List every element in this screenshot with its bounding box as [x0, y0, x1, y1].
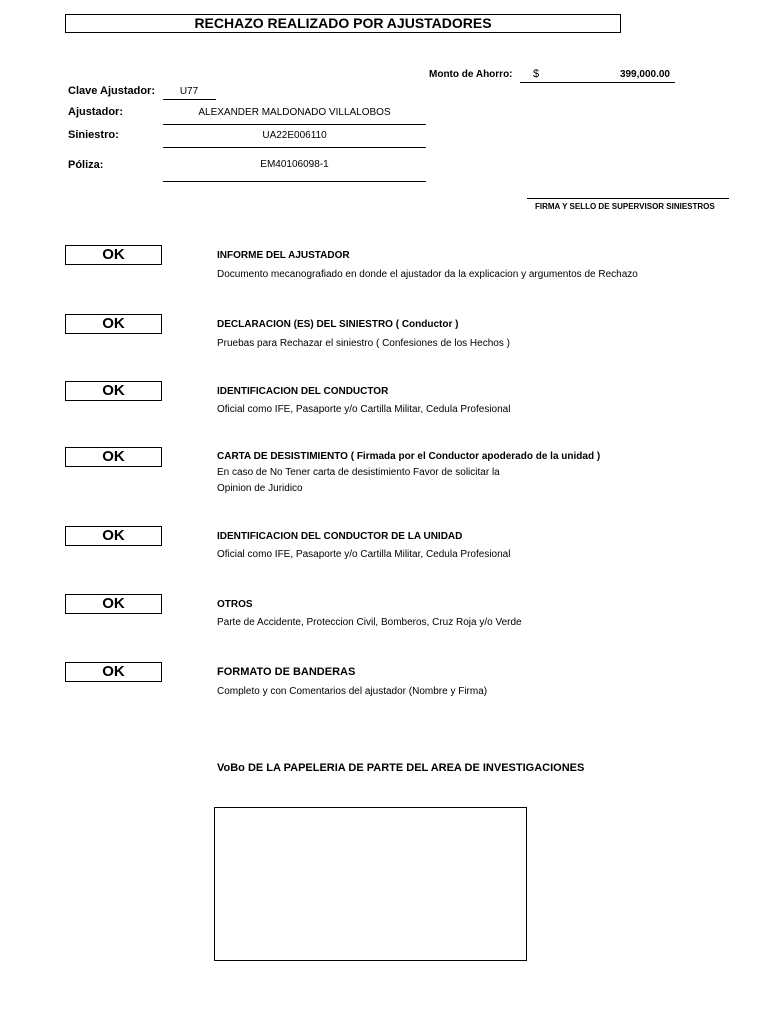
vobo-label: VoBo DE LA PAPELERIA DE PARTE DEL AREA DE INVESTIGACIONES [217, 762, 585, 774]
item-desc-otros: Parte de Accidente, Proteccion Civil, Bomberos, Cruz Roja y/o Verde [217, 617, 522, 628]
poliza-underline [163, 181, 426, 182]
ok-box-declaracion: OK [65, 314, 162, 334]
ok-box-identificacion: OK [65, 381, 162, 401]
item-title-informe: INFORME DEL AJUSTADOR [217, 250, 350, 261]
ok-box-informe: OK [65, 245, 162, 265]
item-desc-identificacion-unidad: Oficial como IFE, Pasaporte y/o Cartilla Militar, Cedula Profesional [217, 549, 511, 560]
poliza-label: Póliza: [68, 159, 104, 171]
page-title: RECHAZO REALIZADO POR AJUSTADORES [65, 14, 621, 33]
ajustador-underline [163, 124, 426, 125]
item-title-declaracion: DECLARACION (ES) DEL SINIESTRO ( Conductor ) [217, 319, 459, 330]
item-desc-carta-1: En caso de No Tener carta de desistimiento Favor de solicitar la [217, 467, 500, 478]
ok-box-identificacion-unidad: OK [65, 526, 162, 546]
item-desc-banderas: Completo y con Comentarios del ajustador (Nombre y Firma) [217, 686, 488, 697]
monto-label: Monto de Ahorro: [429, 69, 513, 80]
vobo-signature-box [214, 807, 527, 961]
item-title-identificacion-unidad: IDENTIFICACION DEL CONDUCTOR DE LA UNIDAD [217, 531, 463, 542]
poliza-value: EM40106098-1 [260, 159, 329, 170]
monto-underline [520, 82, 675, 83]
firma-label: FIRMA Y SELLO DE SUPERVISOR SINIESTROS [535, 202, 715, 211]
siniestro-underline [163, 147, 426, 148]
clave-ajustador-value: U77 [179, 86, 199, 97]
item-title-carta: CARTA DE DESISTIMIENTO ( Firmada por el Conductor apoderado de la unidad ) [217, 451, 601, 462]
item-title-otros: OTROS [217, 599, 253, 610]
siniestro-label: Siniestro: [68, 129, 119, 141]
clave-ajustador-label: Clave Ajustador: [68, 85, 156, 97]
siniestro-value: UA22E006110 [262, 130, 327, 141]
item-desc-declaracion: Pruebas para Rechazar el siniestro ( Confesiones de los Hechos ) [217, 338, 510, 349]
monto-amount: 399,000.00 [619, 69, 670, 80]
ok-box-banderas: OK [65, 662, 162, 682]
ok-box-carta: OK [65, 447, 162, 467]
ajustador-value: ALEXANDER MALDONADO VILLALOBOS [198, 107, 391, 118]
ajustador-label: Ajustador: [68, 106, 123, 118]
firma-line [527, 198, 729, 199]
monto-currency: $ [533, 68, 540, 80]
item-desc-informe: Documento mecanografiado en donde el ajustador da la explicacion y argumentos de Rechazo [217, 269, 638, 280]
item-title-banderas: FORMATO DE BANDERAS [217, 666, 356, 678]
item-desc-carta-2: Opinion de Juridico [217, 483, 303, 494]
clave-ajustador-underline [163, 99, 216, 100]
ok-box-otros: OK [65, 594, 162, 614]
item-desc-identificacion: Oficial como IFE, Pasaporte y/o Cartilla Militar, Cedula Profesional [217, 404, 511, 415]
item-title-identificacion: IDENTIFICACION DEL CONDUCTOR [217, 386, 389, 397]
